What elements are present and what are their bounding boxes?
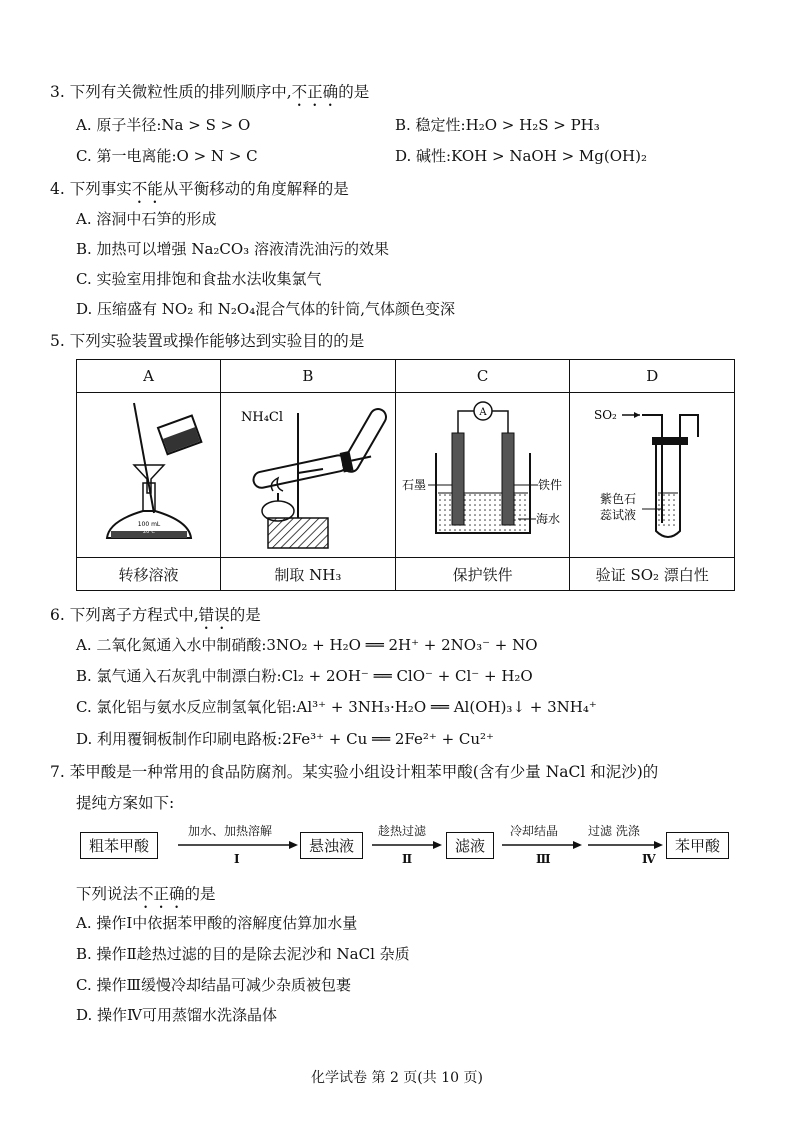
flow-box-benzoic-acid: 苯甲酸 xyxy=(666,832,729,859)
q3-option-d: D. 碱性:KOH > NaOH > Mg(OH)₂ xyxy=(395,147,647,165)
q5-caption-b: 制取 NH₃ xyxy=(221,558,396,591)
nh4cl-label: NH₄Cl xyxy=(240,410,283,425)
q7-option-d: D. 操作Ⅳ可用蒸馏水洗涤晶体 xyxy=(76,1006,278,1024)
q5-header-a: A xyxy=(77,360,221,393)
so2-bleaching-diagram xyxy=(572,393,732,553)
q4-stem-text: 下列事实 xyxy=(69,180,132,198)
q7-sub-stem xyxy=(76,882,216,912)
q3-stem-end: 的是 xyxy=(338,83,370,101)
flow-box-suspension: 悬浊液 xyxy=(300,832,363,859)
flow-arrow-2 xyxy=(372,840,442,850)
q7-option-b: B. 操作Ⅱ趁热过滤的目的是除去泥沙和 NaCl 杂质 xyxy=(76,945,410,963)
q6-stem xyxy=(50,603,261,633)
q3-option-c: C. 第一电离能:O > N > C xyxy=(76,147,258,165)
ammonia-generation-diagram xyxy=(223,393,393,553)
q3-stem xyxy=(50,80,369,110)
q7-number: 7. xyxy=(50,763,65,781)
q7-sub-end: 的是 xyxy=(184,885,216,903)
q5-header-c: C xyxy=(395,360,570,393)
q6-emphasis: 错误 xyxy=(198,606,230,624)
q4-option-d: D. 压缩盛有 NO₂ 和 N₂O₄混合气体的针筒,气体颜色变深 xyxy=(76,300,455,318)
q7-option-a: A. 操作Ⅰ中依据苯甲酸的溶解度估算加水量 xyxy=(76,914,358,932)
q5-figure-a xyxy=(77,393,221,558)
flask-label-2: 20℃ xyxy=(142,529,155,535)
q7-stem-line-2: 提纯方案如下: xyxy=(76,794,175,812)
q5-caption-c: 保护铁件 xyxy=(395,558,570,591)
q3-emphasis: 不正确 xyxy=(291,83,339,101)
flow-arrow-1 xyxy=(178,840,298,850)
q7-emphasis: 不正确 xyxy=(138,885,185,903)
electrochemical-cell-diagram xyxy=(398,393,568,553)
flow-step-2: 趁热过滤 xyxy=(378,824,427,838)
iron-piece-label: 铁件 xyxy=(537,478,562,492)
q6-stem-end: 的是 xyxy=(229,606,261,624)
so2-label: SO₂ xyxy=(594,408,618,422)
q5-figure-d xyxy=(570,393,735,558)
q7-sub-text: 下列说法 xyxy=(76,885,139,903)
q6-option-c: C. 氯化铝与氨水反应制氢氧化铝:Al³⁺ + 3NH₃·H₂O ══ Al(OH)₃↓ + 3NH₄⁺ xyxy=(76,698,597,716)
q5-apparatus-table xyxy=(76,359,735,591)
q6-option-d: D. 利用覆铜板制作印刷电路板:2Fe³⁺ + Cu ══ 2Fe²⁺ + Cu²⁺ xyxy=(76,730,494,748)
q4-option-c: C. 实验室用排饱和食盐水法收集氯气 xyxy=(76,270,322,288)
q6-number: 6. xyxy=(50,606,65,624)
flow-step-1: 加水、加热溶解 xyxy=(188,824,273,838)
q3-number: 3. xyxy=(50,83,65,101)
litmus-label-2: 蕊试液 xyxy=(600,508,637,522)
q5-number: 5. xyxy=(50,332,65,350)
q7-option-c: C. 操作Ⅲ缓慢冷却结晶可减少杂质被包裹 xyxy=(76,976,351,994)
q7-flow-diagram xyxy=(80,822,740,882)
q4-stem xyxy=(50,177,349,207)
flow-roman-4: Ⅳ xyxy=(642,852,656,866)
seawater-label: 海水 xyxy=(535,512,560,526)
flow-roman-2: Ⅱ xyxy=(402,852,413,866)
q5-stem xyxy=(50,329,364,351)
litmus-label-1: 紫色石 xyxy=(600,492,637,506)
q5-caption-d: 验证 SO₂ 漂白性 xyxy=(570,558,735,591)
q4-option-b: B. 加热可以增强 Na₂CO₃ 溶液清洗油污的效果 xyxy=(76,240,389,258)
q5-header-b: B xyxy=(221,360,396,393)
q4-stem-end: 从平衡移动的角度解释的是 xyxy=(162,180,349,198)
q5-header-d: D xyxy=(570,360,735,393)
flow-step-4: 过滤 洗涤 xyxy=(588,824,640,838)
flask-label-1: 100 mL xyxy=(137,521,160,528)
q3-option-b: B. 稳定性:H₂O > H₂S > PH₃ xyxy=(395,116,600,134)
flow-arrow-3 xyxy=(502,840,582,850)
q5-figure-b xyxy=(221,393,396,558)
volumetric-flask-diagram xyxy=(79,393,219,553)
q6-option-b: B. 氯气通入石灰乳中制漂白粉:Cl₂ + 2OH⁻ ══ ClO⁻ + Cl⁻ + H₂O xyxy=(76,667,533,685)
q3-option-a: A. 原子半径:Na > S > O xyxy=(76,116,251,134)
q4-number: 4. xyxy=(50,180,65,198)
q4-option-a: A. 溶洞中石笋的形成 xyxy=(76,210,217,228)
q5-caption-a: 转移溶液 xyxy=(77,558,221,591)
q4-emphasis: 不能 xyxy=(131,180,163,198)
page-footer: 化学试卷 第 2 页(共 10 页) xyxy=(311,1070,483,1086)
flow-roman-3: Ⅲ xyxy=(536,852,551,866)
flow-step-3: 冷却结晶 xyxy=(510,824,559,838)
flow-box-crude: 粗苯甲酸 xyxy=(80,832,158,859)
q5-stem-text: 下列实验装置或操作能够达到实验目的的是 xyxy=(69,332,365,350)
q7-stem-line-1: 苯甲酸是一种常用的食品防腐剂。某实验小组设计粗苯甲酸(含有少量 NaCl 和泥沙)的 xyxy=(69,763,659,781)
flow-arrow-4 xyxy=(588,840,663,850)
q3-stem-text: 下列有关微粒性质的排列顺序中, xyxy=(69,83,292,101)
graphite-label: 石墨 xyxy=(401,478,426,492)
ammeter-label: A xyxy=(478,407,487,418)
q6-stem-text: 下列离子方程式中, xyxy=(69,606,199,624)
flow-box-filtrate: 滤液 xyxy=(446,832,494,859)
q6-option-a: A. 二氧化氮通入水中制硝酸:3NO₂ + H₂O ══ 2H⁺ + 2NO₃⁻ + NO xyxy=(76,636,538,654)
q7-stem xyxy=(50,760,658,782)
flow-roman-1: Ⅰ xyxy=(234,852,240,866)
q5-figure-c xyxy=(395,393,570,558)
